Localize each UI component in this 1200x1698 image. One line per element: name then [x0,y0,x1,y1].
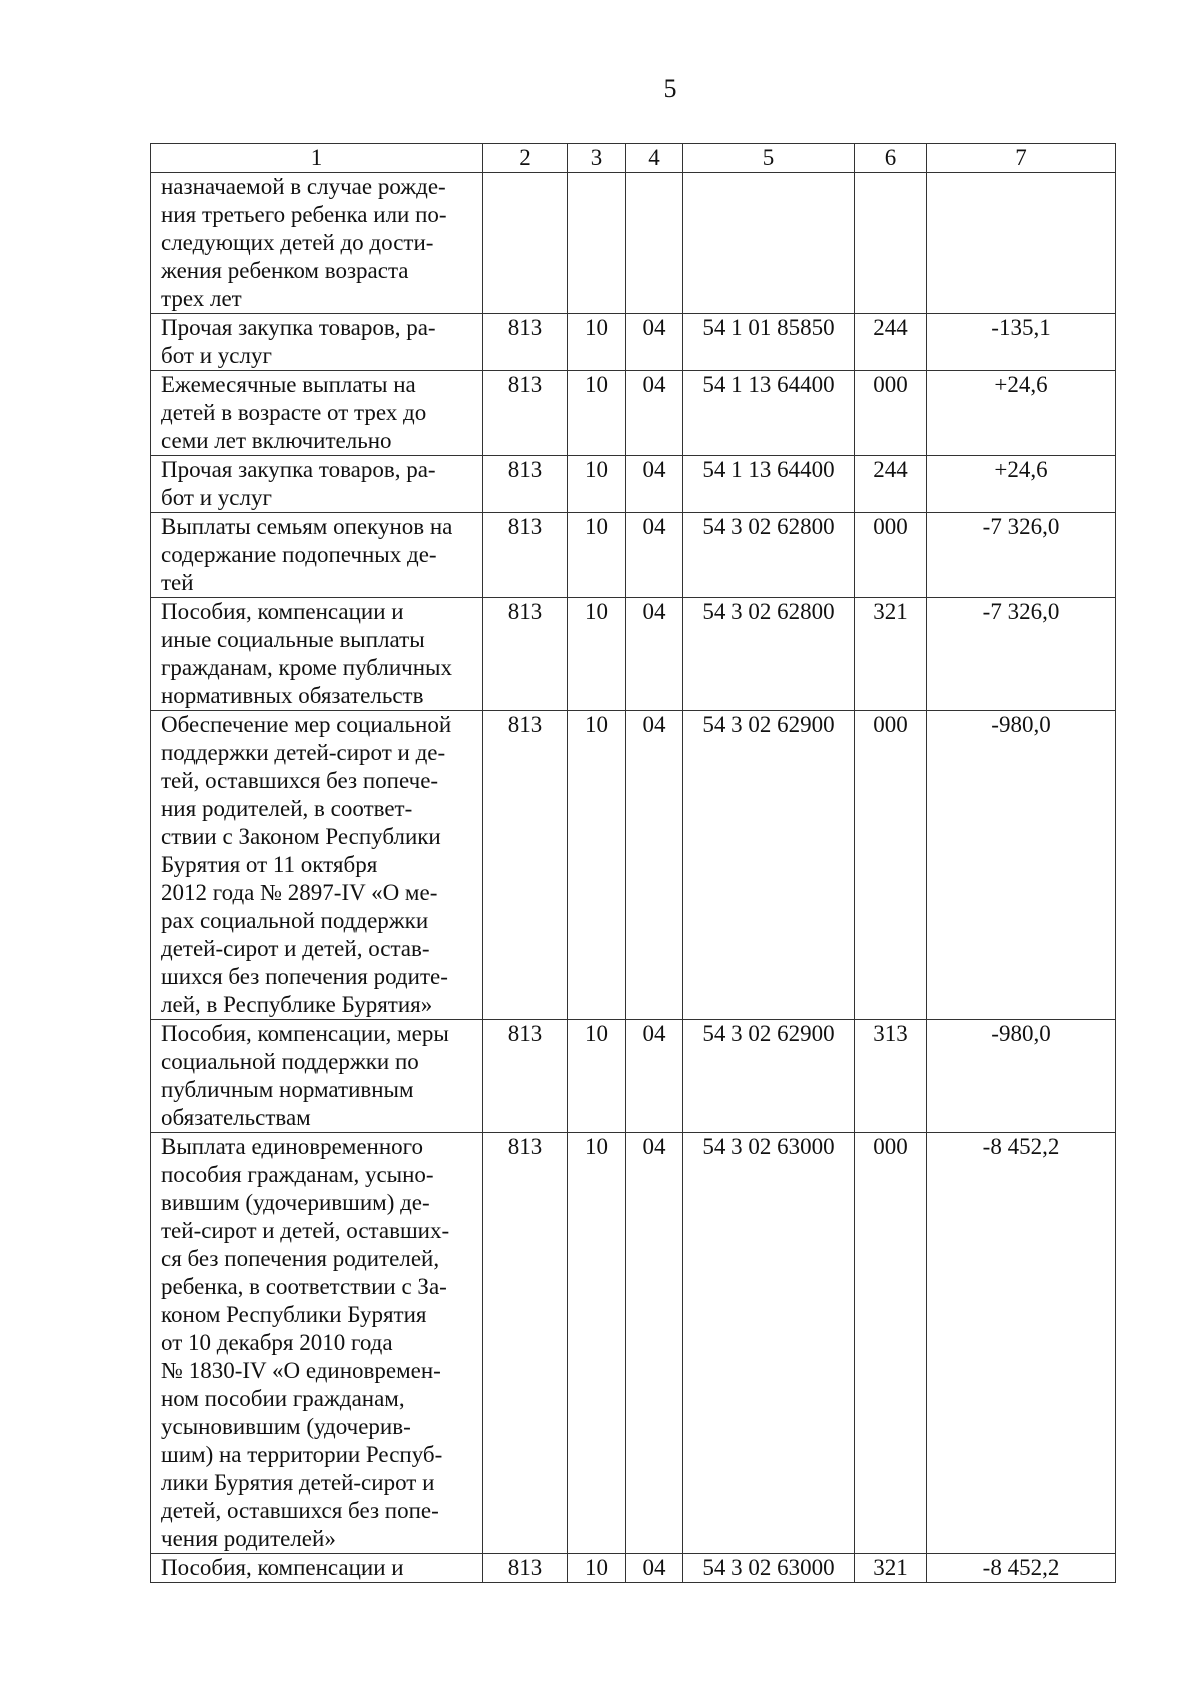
row-description: Ежемесячные выплаты на детей в возрасте от трех до семи лет включительно [151,371,483,456]
cell-section: 10 [568,711,626,1020]
cell-subsection: 04 [626,598,683,711]
cell-subsection: 04 [626,371,683,456]
cell-subsection: 04 [626,1554,683,1583]
column-header-2: 2 [483,144,568,173]
table-row [151,598,1116,711]
cell-expense-type: 000 [855,1133,927,1554]
table-header-row [151,144,1116,173]
cell-target-article: 54 1 13 64400 [683,456,855,513]
row-description: Выплаты семьям опекунов на содержание подопечных де- тей [151,513,483,598]
cell-subsection: 04 [626,1020,683,1133]
cell-ministry-code: 813 [483,1554,568,1583]
cell-subsection: 04 [626,1133,683,1554]
cell-section: 10 [568,1020,626,1133]
table-row [151,513,1116,598]
column-header-1: 1 [151,144,483,173]
cell-expense-type: 000 [855,371,927,456]
cell-expense-type: 244 [855,314,927,371]
cell-ministry-code: 813 [483,598,568,711]
row-description: Пособия, компенсации, меры социальной поддержки по публичным нормативным обязательствам [151,1020,483,1133]
cell-amount: +24,6 [927,371,1116,456]
row-description: Прочая закупка товаров, ра- бот и услуг [151,456,483,513]
cell-amount: +24,6 [927,456,1116,513]
cell-subsection: 04 [626,456,683,513]
cell-target-article: 54 3 02 62800 [683,513,855,598]
row-description: Пособия, компенсации и [151,1554,483,1583]
row-description: Прочая закупка товаров, ра- бот и услуг [151,314,483,371]
cell-target-article [683,173,855,314]
cell-expense-type [855,173,927,314]
table-row [151,371,1116,456]
cell-section: 10 [568,513,626,598]
cell-amount [927,173,1116,314]
cell-target-article: 54 3 02 62900 [683,1020,855,1133]
column-header-7: 7 [927,144,1116,173]
cell-target-article: 54 3 02 63000 [683,1133,855,1554]
cell-ministry-code: 813 [483,1133,568,1554]
table-body [151,173,1116,1583]
cell-expense-type: 321 [855,598,927,711]
cell-ministry-code: 813 [483,1020,568,1133]
cell-subsection: 04 [626,513,683,598]
cell-target-article: 54 3 02 62800 [683,598,855,711]
cell-target-article: 54 1 13 64400 [683,371,855,456]
cell-expense-type: 313 [855,1020,927,1133]
column-header-5: 5 [683,144,855,173]
page-number: 5 [663,74,677,103]
budget-table [150,143,1116,1583]
table-row [151,314,1116,371]
cell-ministry-code [483,173,568,314]
cell-section: 10 [568,1554,626,1583]
cell-expense-type: 321 [855,1554,927,1583]
cell-ministry-code: 813 [483,371,568,456]
cell-amount: -135,1 [927,314,1116,371]
column-header-6: 6 [855,144,927,173]
cell-subsection: 04 [626,711,683,1020]
cell-subsection [626,173,683,314]
cell-section: 10 [568,456,626,513]
cell-amount: -8 452,2 [927,1554,1116,1583]
cell-target-article: 54 3 02 63000 [683,1554,855,1583]
cell-section [568,173,626,314]
cell-ministry-code: 813 [483,513,568,598]
cell-amount: -8 452,2 [927,1133,1116,1554]
cell-section: 10 [568,598,626,711]
row-description: Обеспечение мер социальной поддержки детей-сирот и де- тей, оставшихся без попече- ния родителей, в соответ- ствии с Законом Республики Бурятия от 11 октября 2012 года № 2897-IV «О ме- рах социальной поддержки детей-сирот и детей, остав- шихся без попечения родите- лей, в Республике Бурятия» [151,711,483,1020]
table-row [151,173,1116,314]
row-description: назначаемой в случае рожде- ния третьего ребенка или по- следующих детей до дости- жения ребенком возраста трех лет [151,173,483,314]
cell-section: 10 [568,1133,626,1554]
table-row [151,1554,1116,1583]
cell-expense-type: 000 [855,711,927,1020]
table-row [151,711,1116,1020]
cell-ministry-code: 813 [483,314,568,371]
cell-amount: -7 326,0 [927,513,1116,598]
cell-section: 10 [568,314,626,371]
column-header-3: 3 [568,144,626,173]
table-row [151,456,1116,513]
table-row [151,1020,1116,1133]
cell-subsection: 04 [626,314,683,371]
cell-amount: -7 326,0 [927,598,1116,711]
cell-amount: -980,0 [927,711,1116,1020]
cell-section: 10 [568,371,626,456]
cell-target-article: 54 1 01 85850 [683,314,855,371]
row-description: Выплата единовременного пособия гражданам, усыно- вившим (удочерившим) де- тей-сирот и детей, оставших- ся без попечения родителей, ребенка, в соответствии с За- коном Республики Бурятия от 10 декабря 2010 года № 1830-IV «О единовремен- ном пособии гражданам, усыновившим (удочерив- шим) на территории Респуб- лики Бурятия детей-сирот и детей, оставшихся без попе- чения родителей» [151,1133,483,1554]
cell-target-article: 54 3 02 62900 [683,711,855,1020]
cell-ministry-code: 813 [483,456,568,513]
column-header-4: 4 [626,144,683,173]
cell-amount: -980,0 [927,1020,1116,1133]
row-description: Пособия, компенсации и иные социальные выплаты гражданам, кроме публичных нормативных обязательств [151,598,483,711]
cell-ministry-code: 813 [483,711,568,1020]
table-row [151,1133,1116,1554]
cell-expense-type: 244 [855,456,927,513]
cell-expense-type: 000 [855,513,927,598]
